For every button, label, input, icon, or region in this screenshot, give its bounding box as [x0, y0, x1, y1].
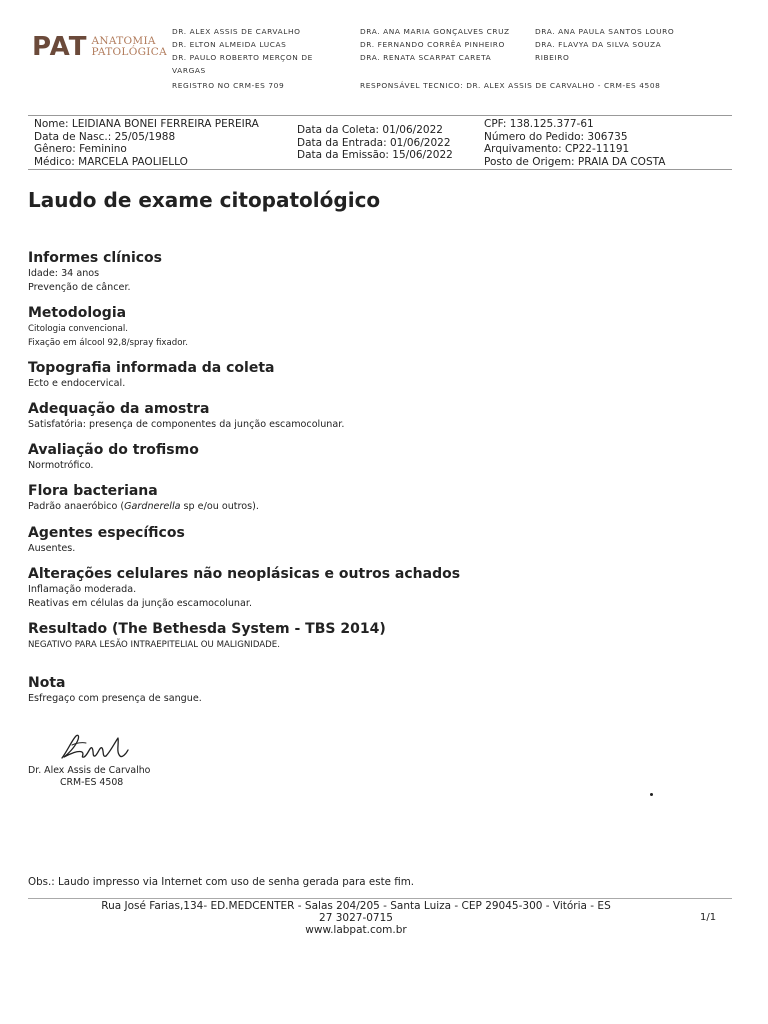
doctors-column-2: DRA. ANA MARIA GONÇALVES CRUZ DR. FERNANDO CORRÊA PINHEIRO DRA. RENATA SCARPAT CARETA	[360, 27, 510, 62]
website-link[interactable]: www.labpat.com.br	[305, 924, 407, 936]
responsavel-tecnico: RESPONSÁVEL TECNICO: DR. ALEX ASSIS DE CARVALHO - CRM-ES 4508	[360, 81, 661, 90]
phone-line: 27 3027-0715	[319, 912, 393, 924]
section-line: NEGATIVO PARA LESÃO INTRAEPITELIAL OU MALIGNIDADE.	[28, 640, 280, 650]
doctors-column-3: DRA. ANA PAULA SANTOS LOURO DRA. FLAVYA DA SILVA SOUZA RIBEIRO	[535, 27, 675, 62]
divider-bottom	[28, 169, 732, 170]
address-line: Rua José Farias,134- ED.MEDCENTER - Salas 204/205 - Santa Luiza - CEP 29045-300 - Vitória - ES	[101, 900, 611, 912]
signer-name: Dr. Alex Assis de Carvalho	[28, 765, 151, 776]
section-flora	[28, 483, 259, 514]
patient-name: Nome: LEIDIANA BONEI FERREIRA PEREIRA	[34, 118, 259, 130]
exam-dates	[297, 124, 453, 162]
section-adequacao	[28, 401, 344, 432]
handwritten-signature	[58, 730, 134, 764]
section-metodologia	[28, 305, 188, 350]
section-alteracoes	[28, 566, 460, 611]
footer-address	[64, 900, 648, 936]
section-informes-clinicos	[28, 250, 162, 295]
patient-birthdate: Data de Nasc.: 25/05/1988	[34, 130, 176, 143]
section-heading: Resultado (The Bethesda System - TBS 2014)	[28, 621, 386, 637]
section-topografia	[28, 360, 274, 391]
patient-gender: Gênero: Feminino	[34, 143, 127, 155]
section-heading: Alterações celulares não neoplásicas e outros achados	[28, 566, 461, 582]
section-heading: Agentes específicos	[28, 525, 185, 541]
section-heading: Informes clínicos	[28, 250, 162, 266]
date-entrada: Data da Entrada: 01/06/2022	[297, 136, 451, 149]
divider-top	[28, 115, 732, 116]
report-title: Laudo de exame citopatológico	[28, 188, 381, 212]
date-coleta: Data da Coleta: 01/06/2022	[297, 124, 443, 136]
section-heading: Adequação da amostra	[28, 401, 210, 417]
page-number: 1/1	[700, 912, 717, 923]
patient-details	[34, 118, 259, 168]
section-resultado	[28, 621, 386, 652]
section-trofismo	[28, 442, 199, 473]
archive-code: Arquivamento: CP22-11191	[484, 143, 630, 155]
section-line: Padrão anaeróbico (Gardnerella sp e/ou outros).	[28, 501, 259, 512]
section-line: Normotrófico.	[28, 460, 94, 471]
signer-crm: CRM-ES 4508	[60, 777, 124, 788]
section-nota	[28, 675, 202, 706]
obs-note: Obs.: Laudo impresso via Internet com uso de senha gerada para este fim.	[28, 876, 415, 888]
order-details	[484, 118, 665, 168]
origin-post: Posto de Origem: PRAIA DA COSTA	[484, 155, 666, 168]
section-line: Satisfatória: presença de componentes da junção escamocolunar.	[28, 419, 345, 430]
doctors-column-1: DR. ALEX ASSIS DE CARVALHO DR. ELTON ALMEIDA LUCAS DR. PAULO ROBERTO MERÇON DE VARGAS	[172, 27, 313, 75]
patient-cpf: CPF: 138.125.377-61	[484, 118, 594, 130]
section-agentes	[28, 525, 185, 556]
section-line: Ausentes.	[28, 543, 76, 554]
section-line: Reativas em células da junção escamocolunar.	[28, 598, 253, 609]
stray-dot	[650, 793, 653, 796]
registro-crm: REGISTRO NO CRM-ES 709	[172, 81, 285, 90]
section-line: Fixação em álcool 92,8/spray fixador.	[28, 338, 188, 348]
logo-mark: PAT	[32, 32, 88, 62]
section-heading: Metodologia	[28, 305, 127, 321]
section-heading: Nota	[28, 675, 66, 691]
section-line: Ecto e endocervical.	[28, 378, 126, 389]
section-line: Citologia convencional.	[28, 324, 128, 334]
section-heading: Topografia informada da coleta	[28, 360, 275, 376]
section-heading: Avaliação do trofismo	[28, 442, 199, 458]
section-line: Inflamação moderada.	[28, 584, 137, 595]
date-emissao: Data da Emissão: 15/06/2022	[297, 149, 453, 161]
patient-doctor: Médico: MARCELA PAOLIELLO	[34, 155, 188, 168]
lab-logo	[32, 34, 167, 60]
section-line: Idade: 34 anos	[28, 268, 100, 279]
section-heading: Flora bacteriana	[28, 483, 158, 499]
section-line: Prevenção de câncer.	[28, 282, 131, 293]
section-line: Esfregaço com presença de sangue.	[28, 693, 202, 704]
divider-footer	[28, 898, 732, 899]
logo-subtitle: ANATOMIA PATOLÓGICA	[91, 35, 167, 58]
order-number: Número do Pedido: 306735	[484, 130, 628, 143]
